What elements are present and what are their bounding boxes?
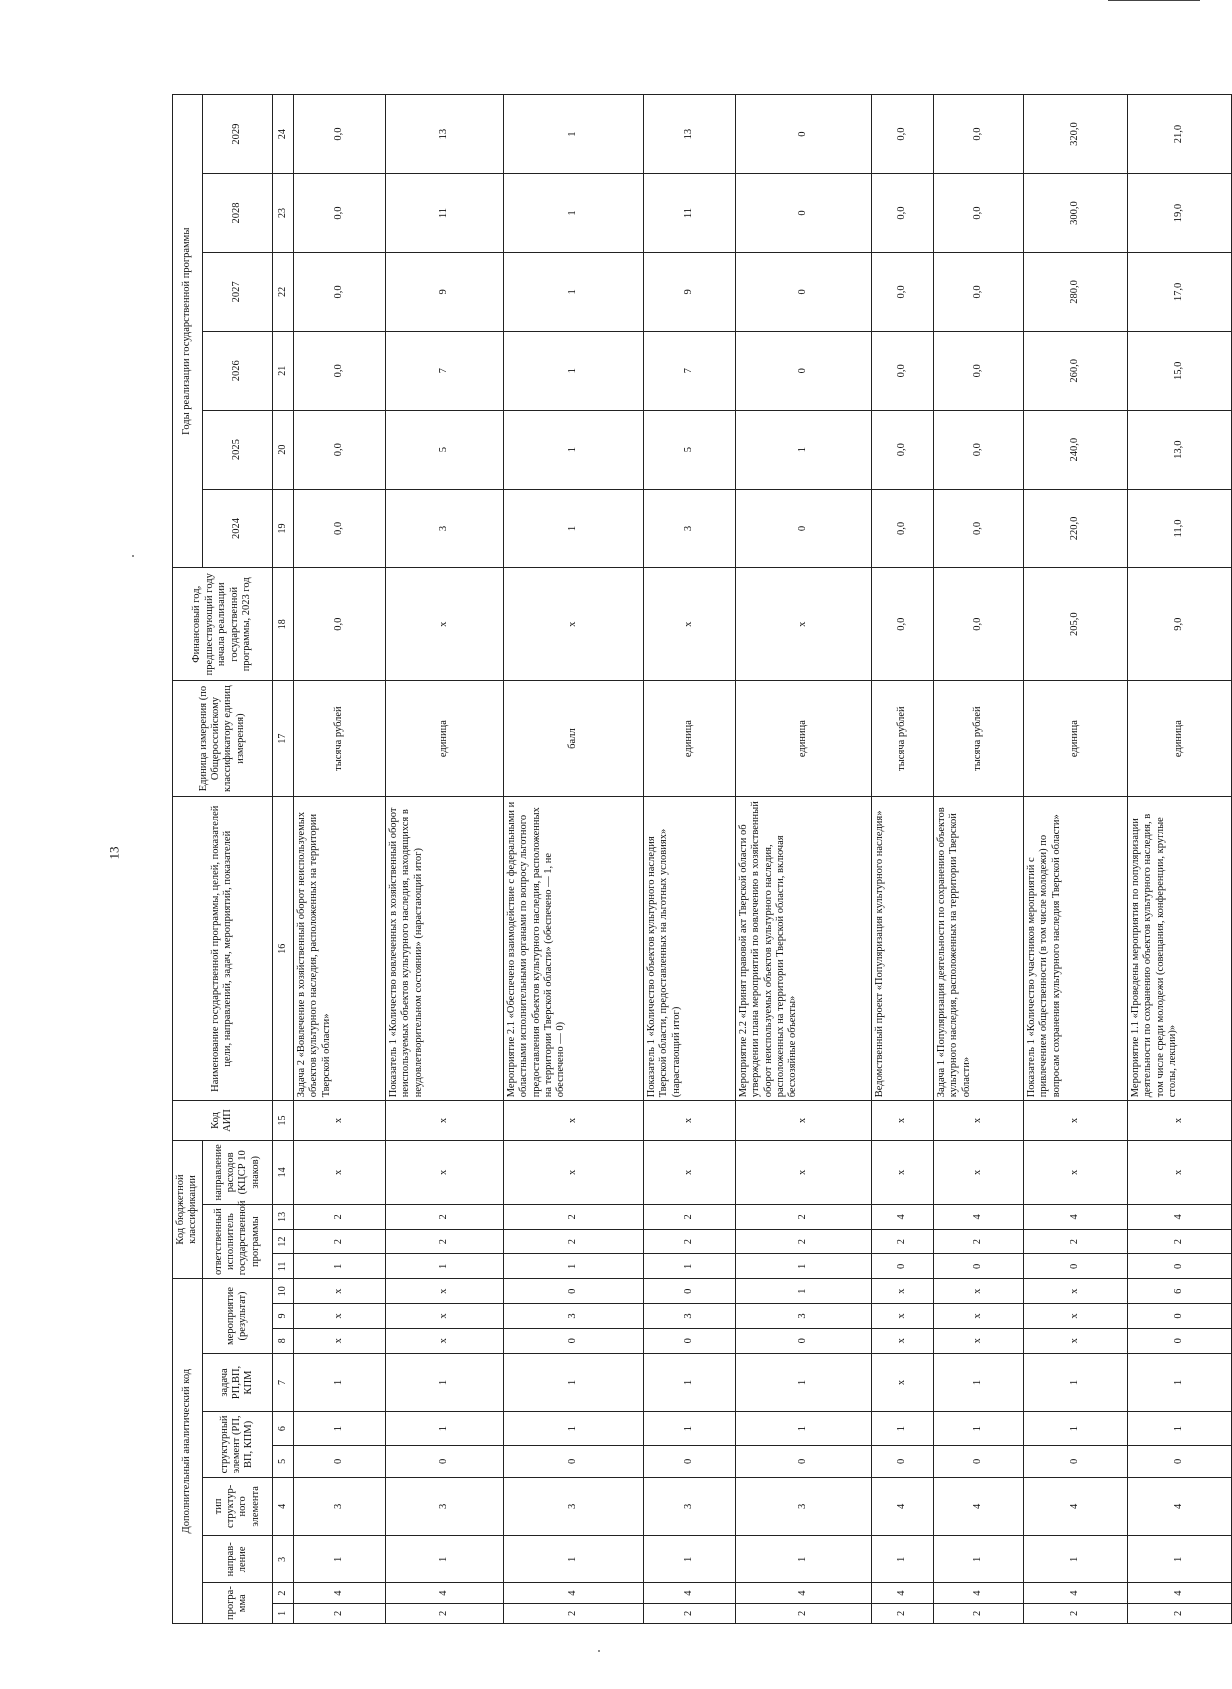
code-cell: 0: [503, 1446, 643, 1478]
code-cell: 4: [1127, 1583, 1231, 1603]
code-cell: 4: [293, 1583, 385, 1603]
code-cell: 0: [1127, 1304, 1231, 1329]
year-value-cell: 13: [643, 95, 735, 174]
code-cell: x: [385, 1328, 503, 1353]
code-cell: 3: [735, 1304, 871, 1329]
year-value-cell: 0,0: [293, 95, 385, 174]
column-number: 17: [272, 681, 293, 797]
year-value-cell: 17,0: [1127, 252, 1231, 331]
code-cell: 1: [643, 1412, 735, 1446]
year-value-cell: 0,0: [871, 174, 933, 253]
code-cell: 2: [1023, 1603, 1127, 1623]
table-row: [1023, 95, 1127, 1624]
code-cell: 3: [385, 1477, 503, 1536]
year-value-cell: 300,0: [1023, 174, 1127, 253]
code-cell: 1: [1023, 1412, 1127, 1446]
year-value-cell: 7: [385, 331, 503, 410]
code-cell: x: [933, 1279, 1023, 1304]
unit-cell: единица: [385, 681, 503, 797]
code-cell: 0: [735, 1328, 871, 1353]
code-cell: 0: [735, 1446, 871, 1478]
row-name: Ведомственный проект «Популяризация культурного наследия»: [871, 797, 933, 1101]
code-cell: 2: [293, 1229, 385, 1254]
code-cell: 2: [871, 1603, 933, 1623]
column-number: 22: [272, 252, 293, 331]
year-value-cell: 1: [503, 95, 643, 174]
code-cell: x: [871, 1279, 933, 1304]
year-value-cell: 0,0: [293, 252, 385, 331]
year-value-cell: 0,0: [933, 252, 1023, 331]
header-budget-code: Код бюджетной классификации: [173, 1140, 203, 1279]
header-year-2025: 2025: [202, 410, 272, 489]
code-cell: 1: [735, 1536, 871, 1583]
year-value-cell: 7: [643, 331, 735, 410]
code-cell: x: [933, 1140, 1023, 1204]
table-row: [643, 95, 735, 1624]
code-cell: 2: [1023, 1229, 1127, 1254]
code-cell: 2: [385, 1603, 503, 1623]
code-cell: 3: [503, 1304, 643, 1329]
year-value-cell: 0,0: [293, 489, 385, 568]
code-cell: 0: [643, 1446, 735, 1478]
row-name: Показатель 1 «Количество вовлеченных в хозяйственный оборот неиспользуемых объектов культурного наследия, находящихся в неудовлетворительном состоянии» (нарастающий итог): [385, 797, 503, 1101]
code-cell: x: [293, 1279, 385, 1304]
code-cell: 1: [385, 1353, 503, 1412]
column-number: 7: [272, 1353, 293, 1412]
code-cell: 4: [871, 1583, 933, 1603]
code-cell: x: [385, 1279, 503, 1304]
code-cell: 2: [385, 1204, 503, 1229]
code-cell: 4: [1023, 1204, 1127, 1229]
year-value-cell: 0: [735, 95, 871, 174]
year-value-cell: 1: [735, 410, 871, 489]
column-number: 15: [272, 1101, 293, 1140]
year-value-cell: 0: [735, 174, 871, 253]
code-cell: 1: [503, 1412, 643, 1446]
year-value-cell: 0: [735, 489, 871, 568]
code-cell: 2: [871, 1229, 933, 1254]
column-number: 12: [272, 1229, 293, 1254]
unit-cell: единица: [643, 681, 735, 797]
code-cell: 2: [933, 1603, 1023, 1623]
program-table: [172, 94, 1232, 1624]
header-year-2029: 2029: [202, 95, 272, 174]
column-number: 5: [272, 1446, 293, 1478]
year-value-cell: 1: [503, 252, 643, 331]
prev-year-cell: x: [503, 568, 643, 681]
table-row: [503, 95, 643, 1624]
code-cell: 1: [871, 1412, 933, 1446]
code-cell: 1: [933, 1412, 1023, 1446]
code-cell: x: [933, 1304, 1023, 1329]
header-year-2026: 2026: [202, 331, 272, 410]
code-cell: x: [643, 1140, 735, 1204]
rotated-table-frame: [172, 94, 1185, 1624]
code-cell: 2: [933, 1229, 1023, 1254]
code-cell: 0: [1023, 1254, 1127, 1279]
column-number: 14: [272, 1140, 293, 1204]
code-cell: 6: [1127, 1279, 1231, 1304]
header-unit: Единица измерения (по Общероссийскому классификатору единиц измерения): [173, 681, 273, 797]
table-body: [293, 95, 1231, 1624]
code-cell: 4: [643, 1583, 735, 1603]
unit-cell: тысяча рублей: [871, 681, 933, 797]
year-value-cell: 11: [385, 174, 503, 253]
year-value-cell: 1: [503, 174, 643, 253]
code-cell: x: [1127, 1101, 1231, 1140]
year-value-cell: 1: [503, 410, 643, 489]
column-number: 10: [272, 1279, 293, 1304]
prev-year-cell: x: [735, 568, 871, 681]
column-number: 16: [272, 797, 293, 1101]
year-value-cell: 21,0: [1127, 95, 1231, 174]
code-cell: 0: [503, 1279, 643, 1304]
code-cell: 1: [385, 1536, 503, 1583]
code-cell: 0: [385, 1446, 503, 1478]
column-number: 11: [272, 1254, 293, 1279]
code-cell: 0: [643, 1328, 735, 1353]
column-number: 24: [272, 95, 293, 174]
row-name: Задача 2 «Вовлечение в хозяйственный оборот неиспользуемых объектов культурного наследия, расположенных на территории Тверской области»: [293, 797, 385, 1101]
year-value-cell: 15,0: [1127, 331, 1231, 410]
header-type: тип структур-ного элемента: [202, 1477, 272, 1536]
code-cell: x: [933, 1101, 1023, 1140]
year-value-cell: 0: [735, 252, 871, 331]
code-cell: 4: [503, 1583, 643, 1603]
column-number: 21: [272, 331, 293, 410]
year-value-cell: 19,0: [1127, 174, 1231, 253]
year-value-cell: 0: [735, 331, 871, 410]
code-cell: 0: [933, 1254, 1023, 1279]
scan-speck: [598, 1650, 600, 1652]
code-cell: 4: [933, 1477, 1023, 1536]
code-cell: x: [871, 1328, 933, 1353]
code-cell: 4: [1127, 1204, 1231, 1229]
code-cell: x: [871, 1353, 933, 1412]
code-cell: 4: [1023, 1583, 1127, 1603]
code-cell: 1: [1023, 1536, 1127, 1583]
code-cell: 1: [503, 1536, 643, 1583]
year-value-cell: 5: [385, 410, 503, 489]
unit-cell: единица: [735, 681, 871, 797]
code-cell: 0: [503, 1328, 643, 1353]
page-number: 13: [106, 846, 122, 860]
year-value-cell: 13,0: [1127, 410, 1231, 489]
column-number: 3: [272, 1536, 293, 1583]
code-cell: 0: [1127, 1446, 1231, 1478]
code-cell: 1: [643, 1536, 735, 1583]
code-cell: 1: [385, 1254, 503, 1279]
code-cell: x: [385, 1101, 503, 1140]
code-cell: x: [1023, 1279, 1127, 1304]
column-number: 23: [272, 174, 293, 253]
code-cell: 2: [643, 1603, 735, 1623]
year-value-cell: 280,0: [1023, 252, 1127, 331]
table-row: [871, 95, 933, 1624]
year-value-cell: 0,0: [871, 331, 933, 410]
code-cell: 1: [735, 1254, 871, 1279]
code-cell: x: [385, 1304, 503, 1329]
code-cell: 1: [503, 1254, 643, 1279]
code-cell: x: [503, 1140, 643, 1204]
year-value-cell: 5: [643, 410, 735, 489]
code-cell: x: [1023, 1304, 1127, 1329]
code-cell: 2: [643, 1204, 735, 1229]
code-cell: x: [293, 1304, 385, 1329]
year-value-cell: 0,0: [871, 252, 933, 331]
code-cell: 1: [293, 1254, 385, 1279]
code-cell: 1: [735, 1279, 871, 1304]
code-cell: 2: [1127, 1603, 1231, 1623]
year-value-cell: 13: [385, 95, 503, 174]
column-number: 4: [272, 1477, 293, 1536]
code-cell: 0: [1127, 1328, 1231, 1353]
unit-cell: тысяча рублей: [933, 681, 1023, 797]
prev-year-cell: 0,0: [871, 568, 933, 681]
year-value-cell: 0,0: [293, 174, 385, 253]
code-cell: 3: [735, 1477, 871, 1536]
code-cell: 1: [1127, 1412, 1231, 1446]
header-year-2024: 2024: [202, 489, 272, 568]
code-cell: 0: [871, 1254, 933, 1279]
year-value-cell: 1: [503, 331, 643, 410]
year-value-cell: 320,0: [1023, 95, 1127, 174]
code-cell: x: [933, 1328, 1023, 1353]
code-cell: 0: [1127, 1254, 1231, 1279]
header-aip: Код АИП: [173, 1101, 273, 1140]
code-cell: x: [503, 1101, 643, 1140]
table-row: [933, 95, 1023, 1624]
code-cell: 1: [385, 1412, 503, 1446]
row-name: Задача 1 «Популяризация деятельности по сохранению объектов культурного наследия, расположенных на территории Тверской области»: [933, 797, 1023, 1101]
code-cell: 0: [293, 1446, 385, 1478]
code-cell: 1: [293, 1536, 385, 1583]
year-value-cell: 0,0: [871, 95, 933, 174]
year-value-cell: 0,0: [933, 95, 1023, 174]
unit-cell: единица: [1127, 681, 1231, 797]
table-row: [293, 95, 385, 1624]
year-value-cell: 0,0: [293, 410, 385, 489]
prev-year-cell: 0,0: [933, 568, 1023, 681]
table-row: [1127, 95, 1231, 1624]
code-cell: 2: [735, 1204, 871, 1229]
year-value-cell: 9: [385, 252, 503, 331]
year-value-cell: 11: [643, 174, 735, 253]
code-cell: 0: [871, 1446, 933, 1478]
code-cell: 1: [293, 1412, 385, 1446]
column-number: 13: [272, 1204, 293, 1229]
code-cell: 1: [643, 1254, 735, 1279]
column-number: 2: [272, 1583, 293, 1603]
code-cell: 3: [503, 1477, 643, 1536]
code-cell: 0: [1023, 1446, 1127, 1478]
scan-speck: [132, 555, 134, 557]
code-cell: 1: [293, 1353, 385, 1412]
rotated-table-container: [172, 94, 1185, 1624]
prev-year-cell: 0,0: [293, 568, 385, 681]
code-cell: x: [871, 1140, 933, 1204]
code-cell: 4: [735, 1583, 871, 1603]
code-cell: 3: [293, 1477, 385, 1536]
row-name: Показатель 1 «Количество участников мероприятий с привлечением общественности (в том числе молодежи) по вопросам сохранения культурного наследия Тверской области»: [1023, 797, 1127, 1101]
code-cell: 1: [1127, 1536, 1231, 1583]
code-cell: 4: [1127, 1477, 1231, 1536]
column-number: 9: [272, 1304, 293, 1329]
header-executor: ответственный исполнитель государственной программы: [202, 1204, 272, 1278]
code-cell: x: [1127, 1140, 1231, 1204]
year-value-cell: 0,0: [871, 410, 933, 489]
code-cell: x: [1023, 1140, 1127, 1204]
column-number: 1: [272, 1603, 293, 1623]
code-cell: 2: [293, 1204, 385, 1229]
column-number: 8: [272, 1328, 293, 1353]
year-value-cell: 3: [385, 489, 503, 568]
header-year-2027: 2027: [202, 252, 272, 331]
code-cell: 2: [385, 1229, 503, 1254]
year-value-cell: 0,0: [933, 331, 1023, 410]
code-cell: 1: [735, 1412, 871, 1446]
code-cell: 1: [643, 1353, 735, 1412]
unit-cell: единица: [1023, 681, 1127, 797]
header-prev-year: Финансовый год, предшествующий году начала реализации государственной программы, 2023 год: [173, 568, 273, 681]
code-cell: 4: [933, 1204, 1023, 1229]
header-additional-code: Дополнительный аналитический код: [173, 1279, 203, 1624]
column-number: 20: [272, 410, 293, 489]
code-cell: 0: [643, 1279, 735, 1304]
code-cell: x: [871, 1304, 933, 1329]
code-cell: 4: [871, 1204, 933, 1229]
header-year-2028: 2028: [202, 174, 272, 253]
row-name: Мероприятие 2.1 «Обеспечено взаимодействие с федеральными и областными исполнительными органами по вопросу льготного предоставления объектов культурного наследия, расположенных на территории Тверской области» (обеспечено — 1, не обеспечено — 0): [503, 797, 643, 1101]
unit-cell: балл: [503, 681, 643, 797]
code-cell: 2: [643, 1229, 735, 1254]
header-name: Наименование государственной программы, целей, показателей цели, направлений, задач, мероприятий, показателей: [173, 797, 273, 1101]
row-name: Мероприятие 1.1 «Проведены мероприятия по популяризации деятельности по сохранению объектов культурного наследия, в том числе среди молодежи (совещания, конференции, круглые столы, лекции)»: [1127, 797, 1231, 1101]
year-value-cell: 9: [643, 252, 735, 331]
year-value-cell: 0,0: [933, 410, 1023, 489]
header-task: задача РП,ВП, КПМ: [202, 1353, 272, 1412]
code-cell: 2: [503, 1204, 643, 1229]
code-cell: 0: [933, 1446, 1023, 1478]
prev-year-cell: x: [643, 568, 735, 681]
code-cell: x: [1023, 1101, 1127, 1140]
code-cell: 3: [643, 1304, 735, 1329]
table-row: [735, 95, 871, 1624]
header-program: програ-мма: [202, 1583, 272, 1624]
code-cell: x: [735, 1140, 871, 1204]
scan-edge-line: [1108, 0, 1200, 1]
code-cell: 1: [933, 1353, 1023, 1412]
code-cell: 1: [933, 1536, 1023, 1583]
row-name: Мероприятие 2.2 «Принят правовой акт Тверской области об утверждении плана мероприятий по вовлечению в хозяйственный оборот неиспользуемых объектов культурного наследия, расположенных на территории Тверской области, включая бесхозяйные объекты»: [735, 797, 871, 1101]
header-event: мероприятие (результат): [202, 1279, 272, 1353]
code-cell: 4: [385, 1583, 503, 1603]
prev-year-cell: 205,0: [1023, 568, 1127, 681]
header-expense: направление расходов (КЦСР 10 знаков): [202, 1140, 272, 1204]
code-cell: 1: [1127, 1353, 1231, 1412]
year-value-cell: 3: [643, 489, 735, 568]
code-cell: 1: [1023, 1353, 1127, 1412]
column-number-row: [272, 95, 293, 1624]
code-cell: 2: [503, 1229, 643, 1254]
code-cell: x: [643, 1101, 735, 1140]
code-cell: 1: [735, 1353, 871, 1412]
year-value-cell: 260,0: [1023, 331, 1127, 410]
year-value-cell: 0,0: [293, 331, 385, 410]
code-cell: 1: [503, 1353, 643, 1412]
prev-year-cell: x: [385, 568, 503, 681]
code-cell: 4: [871, 1477, 933, 1536]
year-value-cell: 240,0: [1023, 410, 1127, 489]
year-value-cell: 0,0: [933, 489, 1023, 568]
year-value-cell: 11,0: [1127, 489, 1231, 568]
code-cell: 2: [293, 1603, 385, 1623]
code-cell: x: [1023, 1328, 1127, 1353]
code-cell: x: [293, 1140, 385, 1204]
code-cell: x: [735, 1101, 871, 1140]
code-cell: x: [385, 1140, 503, 1204]
code-cell: x: [293, 1328, 385, 1353]
code-cell: 4: [1023, 1477, 1127, 1536]
code-cell: 3: [643, 1477, 735, 1536]
code-cell: 2: [735, 1229, 871, 1254]
year-value-cell: 220,0: [1023, 489, 1127, 568]
header-struct-element: структурный элемент (РП, ВП, КПМ): [202, 1412, 272, 1477]
code-cell: 4: [933, 1583, 1023, 1603]
year-value-cell: 0,0: [871, 489, 933, 568]
column-number: 18: [272, 568, 293, 681]
row-name: Показатель 1 «Количество объектов культурного наследия Тверской области, предоставленных на льготных условиях» (нарастающий итог): [643, 797, 735, 1101]
year-value-cell: 1: [503, 489, 643, 568]
header-direction: направ-ление: [202, 1536, 272, 1583]
code-cell: 2: [1127, 1229, 1231, 1254]
unit-cell: тысяча рублей: [293, 681, 385, 797]
header-years-group: Годы реализации государственной программы: [173, 95, 203, 568]
code-cell: 2: [503, 1603, 643, 1623]
code-cell: 2: [735, 1603, 871, 1623]
code-cell: x: [871, 1101, 933, 1140]
code-cell: 1: [871, 1536, 933, 1583]
table-row: [385, 95, 503, 1624]
year-value-cell: 0,0: [933, 174, 1023, 253]
column-number: 6: [272, 1412, 293, 1446]
column-number: 19: [272, 489, 293, 568]
code-cell: x: [293, 1101, 385, 1140]
prev-year-cell: 9,0: [1127, 568, 1231, 681]
